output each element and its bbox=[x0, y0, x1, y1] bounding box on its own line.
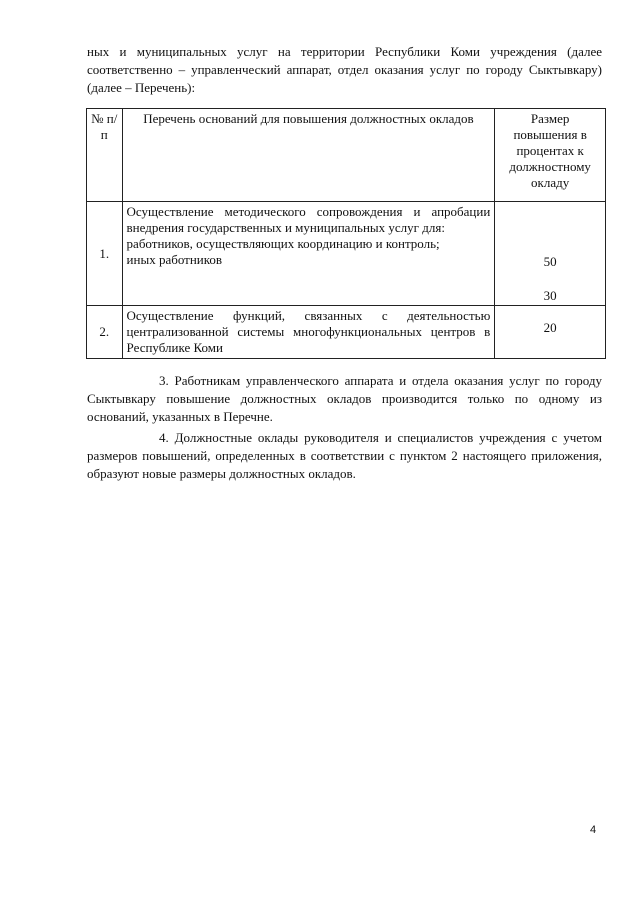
row-num: 2. bbox=[87, 306, 123, 359]
row-text-sub1: работников, осуществляющих координацию и контроль; bbox=[126, 236, 440, 251]
row-value-1: 20 bbox=[495, 306, 606, 359]
paragraph-3: 3. Работникам управленческого аппарата и отдела оказания услуг по городу Сыктывкару повышение должностных окладов производится только по одному из оснований, указанных в Перечне. bbox=[87, 373, 602, 424]
row-text bbox=[122, 202, 495, 306]
header-num: № п/п bbox=[87, 109, 123, 202]
row-text-main: Осуществление функций, связанных с деятельностью централизованной системы многофункциональных центров в Республике Коми bbox=[122, 306, 495, 359]
row-value-1: 50 bbox=[543, 254, 557, 269]
row-value-2: 30 bbox=[543, 288, 557, 303]
table-row bbox=[87, 202, 606, 306]
row-num: 1. bbox=[87, 202, 123, 306]
row-values bbox=[495, 202, 606, 306]
page-number: 4 bbox=[590, 824, 597, 836]
paragraph-4: 4. Должностные оклады руководителя и специалистов учреждения с учетом размеров повышений, определенных в соответствии с пунктом 2 настоящего приложения, образуют новые размеры должностных окладов. bbox=[87, 430, 602, 481]
intro-paragraph: ных и муниципальных услуг на территории Республики Коми учреждения (далее соответственно – управленческий аппарат, отдел оказания услуг по городу Сыктывкару) (далее – Перечень): bbox=[87, 44, 602, 95]
header-reasons: Перечень оснований для повышения должностных окладов bbox=[122, 109, 495, 202]
header-size: Размер повышения в процентах к должностному окладу bbox=[495, 109, 606, 202]
table-row bbox=[87, 306, 606, 359]
reasons-table bbox=[86, 108, 606, 359]
intro-text bbox=[87, 43, 602, 97]
body-paragraphs bbox=[87, 372, 602, 486]
row-text-main: Осуществление методического сопровождения и апробации внедрения государственных и муниципальных услуг для: bbox=[126, 204, 491, 235]
table-header-row bbox=[87, 109, 606, 202]
row-text-sub2: иных работников bbox=[126, 252, 223, 267]
